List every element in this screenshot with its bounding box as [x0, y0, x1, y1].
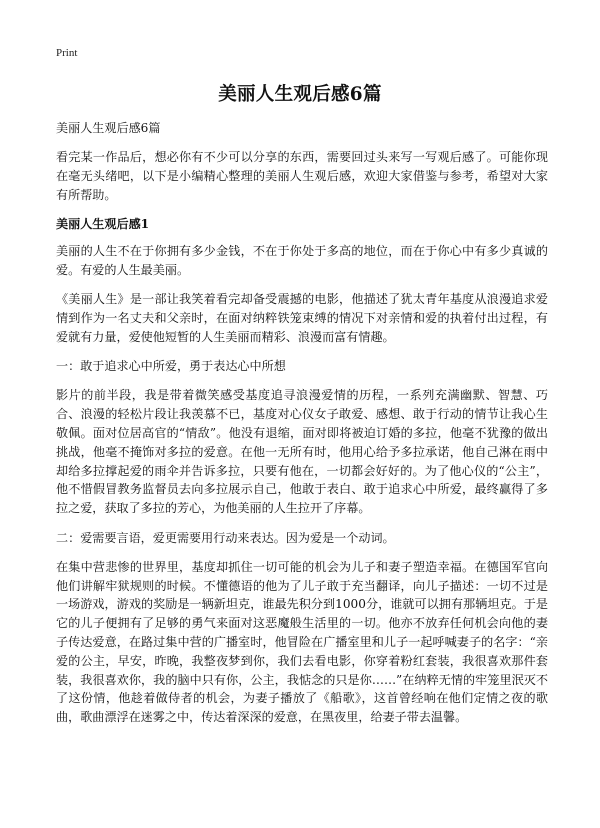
section-heading: 美丽人生观后感1: [56, 217, 150, 232]
subtitle: 美丽人生观后感6篇: [56, 121, 161, 135]
subheading-paragraph: 二：爱需要言语，爱更需要用行动来表达。因为爱是一个动词。: [56, 530, 395, 545]
paragraph: 《美丽人生》是一部让我笑着看完却备受震撼的电影，他描述了犹太青年基度从浪漫追求爱情到作为一名丈夫和父亲时，在面对纳粹铁笼束缚的情况下对亲情和爱的执着付出过程，有爱就有力量，爱使他短暂的人生美丽而精彩、浪漫而富有情趣。: [56, 292, 548, 344]
paragraph: 在集中营悲惨的世界里，基度却抓住一切可能的机会为儿子和妻子塑造幸福。在德国军官向他们讲解牢狱规则的时候。不懂德语的他为了儿子敢于充当翻译，向儿子描述：一切不过是一场游戏，游戏的奖励是一辆新坦克，谁最先积分到1000分，谁就可以拥有那辆坦克。于是它的儿子便拥有了足够的勇气来面对这恶魔般生活里的一切。他亦不放弃任何机会向他的妻子传达爱意，在路过集中营的广播室时，他冒险在广播室里和儿子一起呼喊妻子的名字：“亲爱的公主，早安，昨晚，我整夜梦到你，我们去看电影，你穿着粉红套装，我很喜欢那件套装，我很喜欢你，我的脑中只有你，公主，我惦念的只是你……”在纳粹无情的牢笼里泯灭不了这份情，他趁着做侍者的机会，为妻子播放了《船歌》，这首曾经响在他们定情之夜的歌曲，歌曲漂浮在迷雾之中，传达着深深的爱意，在黑夜里，给妻子带去温馨。: [56, 559, 548, 725]
subheading-paragraph: 一：敢于追求心中所爱，勇于表达心中所想: [56, 359, 286, 374]
paragraph: 影片的前半段，我是带着微笑感受基度追寻浪漫爱情的历程，一系列充满幽默、智慧、巧合、浪漫的轻松片段让我羡慕不已，基度对心仪女子敢爱、感想、敢于行动的情节让我心生敬佩。面对位居高官的“情敌”。他没有退缩，面对即将被迫订婚的多拉，他毫不犹豫的做出挑战，他毫不掩饰对多拉的爱意。在他一无所有时，他用心给予多拉承诺，他自己淋在雨中却给多拉撑起爱的雨伞并告诉多拉，只要有他在，一切都会好好的。为了他心仪的“公主”，他不惜假冒教务监督员去向多拉展示自己，他敢于表白、敢于追求心中所爱，最终赢得了多拉之爱，获取了多拉的芳心，为他美丽的人生拉开了序幕。: [56, 388, 548, 516]
print-link[interactable]: Print: [56, 47, 78, 59]
page-title: 美丽人生观后感6篇: [218, 84, 382, 105]
intro-paragraph: 看完某一作品后，想必你有不少可以分享的东西，需要回过头来写一写观后感了。可能你现在毫无头绪吧，以下是小编精心整理的美丽人生观后感，欢迎大家借鉴与参考，希望对大家有所帮助。: [56, 150, 548, 202]
paragraph: 美丽的人生不在于你拥有多少金钱，不在于你处于多高的地位，而在于你心中有多少真诚的爱。有爱的人生最美丽。: [56, 244, 548, 277]
article-body: [56, 119, 548, 738]
